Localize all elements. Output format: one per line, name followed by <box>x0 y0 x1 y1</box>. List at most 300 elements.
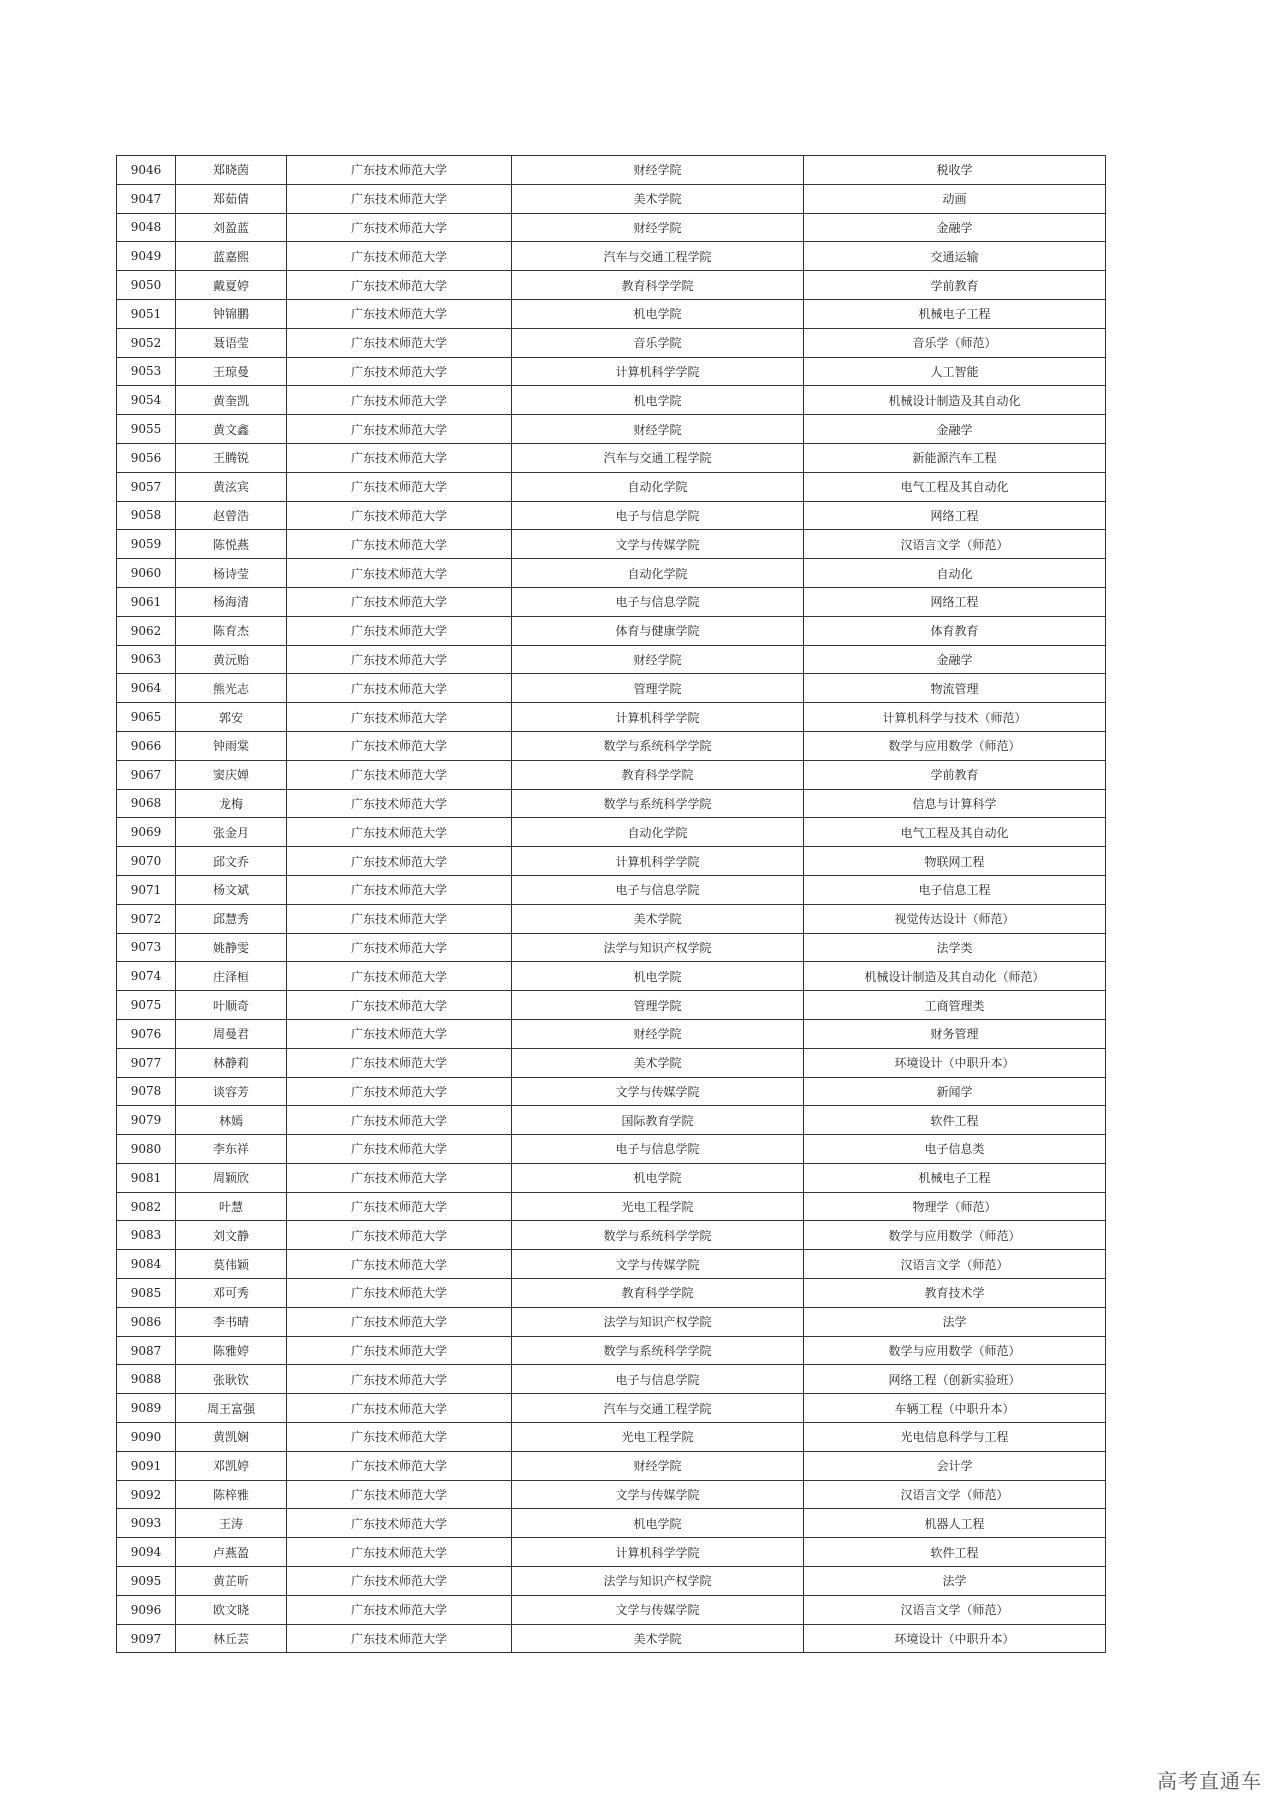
cell-name: 刘盈蓝 <box>176 213 287 242</box>
cell-school: 广东技术师范大学 <box>287 1192 512 1221</box>
cell-college: 文学与传媒学院 <box>512 1480 804 1509</box>
cell-college: 文学与传媒学院 <box>512 1077 804 1106</box>
cell-college: 法学与知识产权学院 <box>512 933 804 962</box>
cell-name: 邓可秀 <box>176 1279 287 1308</box>
cell-id: 9087 <box>117 1336 176 1365</box>
cell-id: 9050 <box>117 271 176 300</box>
cell-id: 9060 <box>117 559 176 588</box>
table-row <box>117 1250 1106 1279</box>
cell-major: 法学 <box>804 1307 1106 1336</box>
cell-college: 美术学院 <box>512 1624 804 1653</box>
cell-college: 美术学院 <box>512 184 804 213</box>
cell-id: 9077 <box>117 1048 176 1077</box>
cell-major: 信息与计算科学 <box>804 789 1106 818</box>
cell-school: 广东技术师范大学 <box>287 904 512 933</box>
cell-college: 计算机科学学院 <box>512 703 804 732</box>
cell-college: 国际教育学院 <box>512 1106 804 1135</box>
cell-college: 机电学院 <box>512 962 804 991</box>
table-row <box>117 1365 1106 1394</box>
table-row <box>117 184 1106 213</box>
table-row <box>117 587 1106 616</box>
cell-school: 广东技术师范大学 <box>287 1480 512 1509</box>
cell-id: 9094 <box>117 1538 176 1567</box>
cell-name: 张耿钦 <box>176 1365 287 1394</box>
table-row <box>117 731 1106 760</box>
cell-school: 广东技术师范大学 <box>287 1163 512 1192</box>
cell-college: 电子与信息学院 <box>512 501 804 530</box>
cell-id: 9091 <box>117 1451 176 1480</box>
table-row <box>117 1135 1106 1164</box>
cell-school: 广东技术师范大学 <box>287 443 512 472</box>
cell-name: 周王富强 <box>176 1394 287 1423</box>
cell-college: 美术学院 <box>512 1048 804 1077</box>
cell-major: 新能源汽车工程 <box>804 443 1106 472</box>
cell-school: 广东技术师范大学 <box>287 184 512 213</box>
cell-school: 广东技术师范大学 <box>287 1451 512 1480</box>
cell-school: 广东技术师范大学 <box>287 587 512 616</box>
cell-college: 管理学院 <box>512 991 804 1020</box>
cell-school: 广东技术师范大学 <box>287 1135 512 1164</box>
table-row <box>117 1595 1106 1624</box>
table-row <box>117 156 1106 185</box>
cell-name: 林静莉 <box>176 1048 287 1077</box>
cell-major: 法学类 <box>804 933 1106 962</box>
table-row <box>117 1019 1106 1048</box>
cell-name: 杨诗莹 <box>176 559 287 588</box>
cell-college: 机电学院 <box>512 386 804 415</box>
table-row <box>117 904 1106 933</box>
cell-school: 广东技术师范大学 <box>287 472 512 501</box>
cell-school: 广东技术师范大学 <box>287 1538 512 1567</box>
table-row <box>117 1163 1106 1192</box>
cell-college: 教育科学学院 <box>512 1279 804 1308</box>
cell-school: 广东技术师范大学 <box>287 1423 512 1452</box>
cell-major: 汉语言文学（师范） <box>804 530 1106 559</box>
cell-college: 财经学院 <box>512 156 804 185</box>
cell-school: 广东技术师范大学 <box>287 1624 512 1653</box>
table-row <box>117 962 1106 991</box>
cell-id: 9072 <box>117 904 176 933</box>
table-row <box>117 616 1106 645</box>
cell-id: 9093 <box>117 1509 176 1538</box>
table-row <box>117 559 1106 588</box>
cell-college: 机电学院 <box>512 1509 804 1538</box>
cell-name: 欧文晓 <box>176 1595 287 1624</box>
cell-major: 金融学 <box>804 213 1106 242</box>
cell-id: 9076 <box>117 1019 176 1048</box>
cell-name: 聂语莹 <box>176 328 287 357</box>
cell-major: 金融学 <box>804 645 1106 674</box>
cell-id: 9051 <box>117 299 176 328</box>
cell-id: 9084 <box>117 1250 176 1279</box>
cell-id: 9080 <box>117 1135 176 1164</box>
cell-college: 财经学院 <box>512 1019 804 1048</box>
cell-major: 汉语言文学（师范） <box>804 1595 1106 1624</box>
cell-name: 周曼君 <box>176 1019 287 1048</box>
cell-id: 9073 <box>117 933 176 962</box>
cell-school: 广东技术师范大学 <box>287 328 512 357</box>
cell-school: 广东技术师范大学 <box>287 1106 512 1135</box>
cell-major: 网络工程 <box>804 587 1106 616</box>
table-row <box>117 760 1106 789</box>
cell-id: 9056 <box>117 443 176 472</box>
cell-id: 9071 <box>117 875 176 904</box>
cell-school: 广东技术师范大学 <box>287 1365 512 1394</box>
table-row <box>117 1480 1106 1509</box>
cell-name: 周颖欣 <box>176 1163 287 1192</box>
cell-name: 林丘芸 <box>176 1624 287 1653</box>
cell-college: 文学与传媒学院 <box>512 1250 804 1279</box>
table-row <box>117 530 1106 559</box>
cell-school: 广东技术师范大学 <box>287 242 512 271</box>
roster-body <box>117 156 1106 1653</box>
cell-school: 广东技术师范大学 <box>287 703 512 732</box>
cell-id: 9075 <box>117 991 176 1020</box>
cell-school: 广东技术师范大学 <box>287 875 512 904</box>
cell-school: 广东技术师范大学 <box>287 213 512 242</box>
cell-major: 财务管理 <box>804 1019 1106 1048</box>
cell-name: 王琼曼 <box>176 357 287 386</box>
table-row <box>117 472 1106 501</box>
cell-college: 管理学院 <box>512 674 804 703</box>
cell-major: 交通运输 <box>804 242 1106 271</box>
table-row <box>117 1567 1106 1596</box>
cell-school: 广东技术师范大学 <box>287 760 512 789</box>
cell-major: 自动化 <box>804 559 1106 588</box>
cell-name: 姚静雯 <box>176 933 287 962</box>
cell-name: 叶顺奇 <box>176 991 287 1020</box>
cell-id: 9057 <box>117 472 176 501</box>
cell-name: 邓凯婷 <box>176 1451 287 1480</box>
cell-id: 9052 <box>117 328 176 357</box>
cell-name: 庄泽桓 <box>176 962 287 991</box>
cell-school: 广东技术师范大学 <box>287 1019 512 1048</box>
cell-name: 李东祥 <box>176 1135 287 1164</box>
cell-id: 9081 <box>117 1163 176 1192</box>
cell-major: 电子信息类 <box>804 1135 1106 1164</box>
cell-major: 软件工程 <box>804 1106 1106 1135</box>
cell-name: 赵曾浩 <box>176 501 287 530</box>
cell-college: 数学与系统科学学院 <box>512 1336 804 1365</box>
cell-college: 汽车与交通工程学院 <box>512 1394 804 1423</box>
cell-college: 机电学院 <box>512 299 804 328</box>
cell-id: 9059 <box>117 530 176 559</box>
table-row <box>117 1394 1106 1423</box>
cell-id: 9079 <box>117 1106 176 1135</box>
cell-college: 财经学院 <box>512 1451 804 1480</box>
cell-major: 机械设计制造及其自动化（师范） <box>804 962 1106 991</box>
cell-id: 9082 <box>117 1192 176 1221</box>
cell-name: 王腾锐 <box>176 443 287 472</box>
cell-major: 税收学 <box>804 156 1106 185</box>
cell-college: 电子与信息学院 <box>512 1365 804 1394</box>
table-row <box>117 818 1106 847</box>
cell-id: 9096 <box>117 1595 176 1624</box>
cell-major: 电子信息工程 <box>804 875 1106 904</box>
cell-name: 黄沅贻 <box>176 645 287 674</box>
cell-college: 财经学院 <box>512 213 804 242</box>
table-row <box>117 1106 1106 1135</box>
cell-name: 邱文乔 <box>176 847 287 876</box>
cell-id: 9054 <box>117 386 176 415</box>
cell-school: 广东技术师范大学 <box>287 991 512 1020</box>
cell-college: 电子与信息学院 <box>512 587 804 616</box>
table-row <box>117 443 1106 472</box>
cell-college: 汽车与交通工程学院 <box>512 242 804 271</box>
table-row <box>117 933 1106 962</box>
cell-id: 9065 <box>117 703 176 732</box>
cell-school: 广东技术师范大学 <box>287 645 512 674</box>
cell-college: 音乐学院 <box>512 328 804 357</box>
cell-major: 学前教育 <box>804 271 1106 300</box>
cell-major: 电气工程及其自动化 <box>804 818 1106 847</box>
cell-major: 音乐学（师范） <box>804 328 1106 357</box>
cell-major: 电气工程及其自动化 <box>804 472 1106 501</box>
cell-college: 自动化学院 <box>512 472 804 501</box>
table-row <box>117 1509 1106 1538</box>
cell-id: 9074 <box>117 962 176 991</box>
cell-name: 李书晴 <box>176 1307 287 1336</box>
cell-name: 窦庆婵 <box>176 760 287 789</box>
cell-id: 9070 <box>117 847 176 876</box>
cell-school: 广东技术师范大学 <box>287 1595 512 1624</box>
cell-major: 体育教育 <box>804 616 1106 645</box>
cell-college: 计算机科学学院 <box>512 847 804 876</box>
table-row <box>117 299 1106 328</box>
cell-college: 光电工程学院 <box>512 1423 804 1452</box>
cell-major: 机械设计制造及其自动化 <box>804 386 1106 415</box>
table-row <box>117 645 1106 674</box>
cell-id: 9062 <box>117 616 176 645</box>
table-row <box>117 1624 1106 1653</box>
cell-college: 文学与传媒学院 <box>512 530 804 559</box>
cell-name: 钟雨棠 <box>176 731 287 760</box>
cell-name: 蓝嘉熙 <box>176 242 287 271</box>
table-row <box>117 501 1106 530</box>
cell-major: 物流管理 <box>804 674 1106 703</box>
cell-major: 视觉传达设计（师范） <box>804 904 1106 933</box>
table-row <box>117 991 1106 1020</box>
cell-name: 陈悦燕 <box>176 530 287 559</box>
cell-name: 龙梅 <box>176 789 287 818</box>
cell-major: 车辆工程（中职升本） <box>804 1394 1106 1423</box>
cell-college: 数学与系统科学学院 <box>512 1221 804 1250</box>
cell-school: 广东技术师范大学 <box>287 789 512 818</box>
cell-school: 广东技术师范大学 <box>287 271 512 300</box>
cell-school: 广东技术师范大学 <box>287 1307 512 1336</box>
cell-school: 广东技术师范大学 <box>287 501 512 530</box>
cell-major: 机器人工程 <box>804 1509 1106 1538</box>
cell-major: 机械电子工程 <box>804 1163 1106 1192</box>
cell-major: 工商管理类 <box>804 991 1106 1020</box>
cell-school: 广东技术师范大学 <box>287 1567 512 1596</box>
cell-major: 软件工程 <box>804 1538 1106 1567</box>
cell-name: 钟锦鹏 <box>176 299 287 328</box>
cell-name: 戴夏婷 <box>176 271 287 300</box>
table-row <box>117 1423 1106 1452</box>
cell-major: 数学与应用数学（师范） <box>804 1336 1106 1365</box>
table-row <box>117 703 1106 732</box>
cell-name: 杨文斌 <box>176 875 287 904</box>
table-row <box>117 242 1106 271</box>
cell-college: 财经学院 <box>512 645 804 674</box>
cell-name: 林嫣 <box>176 1106 287 1135</box>
cell-college: 美术学院 <box>512 904 804 933</box>
cell-college: 机电学院 <box>512 1163 804 1192</box>
cell-id: 9095 <box>117 1567 176 1596</box>
cell-major: 数学与应用数学（师范） <box>804 1221 1106 1250</box>
cell-name: 王涛 <box>176 1509 287 1538</box>
cell-name: 陈梓雅 <box>176 1480 287 1509</box>
table-row <box>117 1279 1106 1308</box>
cell-id: 9067 <box>117 760 176 789</box>
cell-school: 广东技术师范大学 <box>287 674 512 703</box>
cell-name: 张金月 <box>176 818 287 847</box>
cell-school: 广东技术师范大学 <box>287 933 512 962</box>
cell-school: 广东技术师范大学 <box>287 1077 512 1106</box>
cell-school: 广东技术师范大学 <box>287 415 512 444</box>
cell-college: 财经学院 <box>512 415 804 444</box>
table-row <box>117 415 1106 444</box>
table-row <box>117 1048 1106 1077</box>
cell-name: 陈育杰 <box>176 616 287 645</box>
cell-major: 教育技术学 <box>804 1279 1106 1308</box>
cell-school: 广东技术师范大学 <box>287 616 512 645</box>
cell-major: 法学 <box>804 1567 1106 1596</box>
table-row <box>117 847 1106 876</box>
cell-major: 数学与应用数学（师范） <box>804 731 1106 760</box>
cell-school: 广东技术师范大学 <box>287 1048 512 1077</box>
cell-name: 黄泫宾 <box>176 472 287 501</box>
table-row <box>117 1336 1106 1365</box>
cell-id: 9053 <box>117 357 176 386</box>
table-row <box>117 271 1106 300</box>
cell-school: 广东技术师范大学 <box>287 299 512 328</box>
cell-id: 9078 <box>117 1077 176 1106</box>
cell-id: 9047 <box>117 184 176 213</box>
cell-school: 广东技术师范大学 <box>287 559 512 588</box>
cell-name: 刘文静 <box>176 1221 287 1250</box>
cell-major: 物联网工程 <box>804 847 1106 876</box>
cell-id: 9097 <box>117 1624 176 1653</box>
cell-name: 黄文鑫 <box>176 415 287 444</box>
cell-school: 广东技术师范大学 <box>287 847 512 876</box>
cell-school: 广东技术师范大学 <box>287 530 512 559</box>
cell-major: 网络工程 <box>804 501 1106 530</box>
cell-college: 自动化学院 <box>512 818 804 847</box>
cell-college: 法学与知识产权学院 <box>512 1567 804 1596</box>
cell-name: 黄凯娴 <box>176 1423 287 1452</box>
cell-name: 熊光志 <box>176 674 287 703</box>
cell-college: 计算机科学学院 <box>512 1538 804 1567</box>
admission-roster-table <box>116 155 1106 1653</box>
cell-college: 体育与健康学院 <box>512 616 804 645</box>
cell-college: 计算机科学学院 <box>512 357 804 386</box>
cell-college: 自动化学院 <box>512 559 804 588</box>
cell-school: 广东技术师范大学 <box>287 731 512 760</box>
cell-major: 环境设计（中职升本） <box>804 1624 1106 1653</box>
cell-school: 广东技术师范大学 <box>287 1250 512 1279</box>
cell-major: 人工智能 <box>804 357 1106 386</box>
cell-school: 广东技术师范大学 <box>287 1336 512 1365</box>
table-row <box>117 1077 1106 1106</box>
cell-id: 9089 <box>117 1394 176 1423</box>
cell-name: 莫伟颖 <box>176 1250 287 1279</box>
cell-name: 黄芷昕 <box>176 1567 287 1596</box>
cell-id: 9090 <box>117 1423 176 1452</box>
cell-id: 9048 <box>117 213 176 242</box>
cell-major: 汉语言文学（师范） <box>804 1480 1106 1509</box>
cell-school: 广东技术师范大学 <box>287 1394 512 1423</box>
table-row <box>117 1451 1106 1480</box>
cell-college: 电子与信息学院 <box>512 875 804 904</box>
table-row <box>117 875 1106 904</box>
cell-id: 9085 <box>117 1279 176 1308</box>
cell-id: 9061 <box>117 587 176 616</box>
cell-school: 广东技术师范大学 <box>287 156 512 185</box>
table-row <box>117 357 1106 386</box>
cell-college: 汽车与交通工程学院 <box>512 443 804 472</box>
cell-college: 文学与传媒学院 <box>512 1595 804 1624</box>
cell-id: 9092 <box>117 1480 176 1509</box>
watermark-logo-text: 高考直通车 <box>1157 1769 1262 1793</box>
cell-major: 物理学（师范） <box>804 1192 1106 1221</box>
cell-major: 新闻学 <box>804 1077 1106 1106</box>
cell-name: 郑茹倩 <box>176 184 287 213</box>
cell-school: 广东技术师范大学 <box>287 818 512 847</box>
cell-major: 计算机科学与技术（师范） <box>804 703 1106 732</box>
cell-id: 9064 <box>117 674 176 703</box>
cell-school: 广东技术师范大学 <box>287 1509 512 1538</box>
cell-college: 法学与知识产权学院 <box>512 1307 804 1336</box>
cell-major: 金融学 <box>804 415 1106 444</box>
cell-major: 机械电子工程 <box>804 299 1106 328</box>
cell-id: 9063 <box>117 645 176 674</box>
table-row <box>117 789 1106 818</box>
cell-name: 叶慧 <box>176 1192 287 1221</box>
cell-name: 郭安 <box>176 703 287 732</box>
cell-name: 黄奎凯 <box>176 386 287 415</box>
cell-major: 动画 <box>804 184 1106 213</box>
cell-name: 谈容芳 <box>176 1077 287 1106</box>
cell-name: 郑晓茵 <box>176 156 287 185</box>
cell-id: 9046 <box>117 156 176 185</box>
cell-major: 光电信息科学与工程 <box>804 1423 1106 1452</box>
cell-college: 教育科学学院 <box>512 271 804 300</box>
table-row <box>117 1221 1106 1250</box>
table-row <box>117 674 1106 703</box>
cell-name: 邱慧秀 <box>176 904 287 933</box>
table-row <box>117 213 1106 242</box>
cell-school: 广东技术师范大学 <box>287 1221 512 1250</box>
cell-college: 光电工程学院 <box>512 1192 804 1221</box>
cell-college: 数学与系统科学学院 <box>512 731 804 760</box>
cell-major: 会计学 <box>804 1451 1106 1480</box>
cell-name: 卢燕盈 <box>176 1538 287 1567</box>
cell-school: 广东技术师范大学 <box>287 357 512 386</box>
table-row <box>117 1538 1106 1567</box>
cell-college: 电子与信息学院 <box>512 1135 804 1164</box>
cell-id: 9068 <box>117 789 176 818</box>
table-row <box>117 1307 1106 1336</box>
cell-major: 环境设计（中职升本） <box>804 1048 1106 1077</box>
table-row <box>117 1192 1106 1221</box>
cell-id: 9058 <box>117 501 176 530</box>
table-row <box>117 328 1106 357</box>
cell-id: 9049 <box>117 242 176 271</box>
cell-college: 数学与系统科学学院 <box>512 789 804 818</box>
cell-school: 广东技术师范大学 <box>287 1279 512 1308</box>
